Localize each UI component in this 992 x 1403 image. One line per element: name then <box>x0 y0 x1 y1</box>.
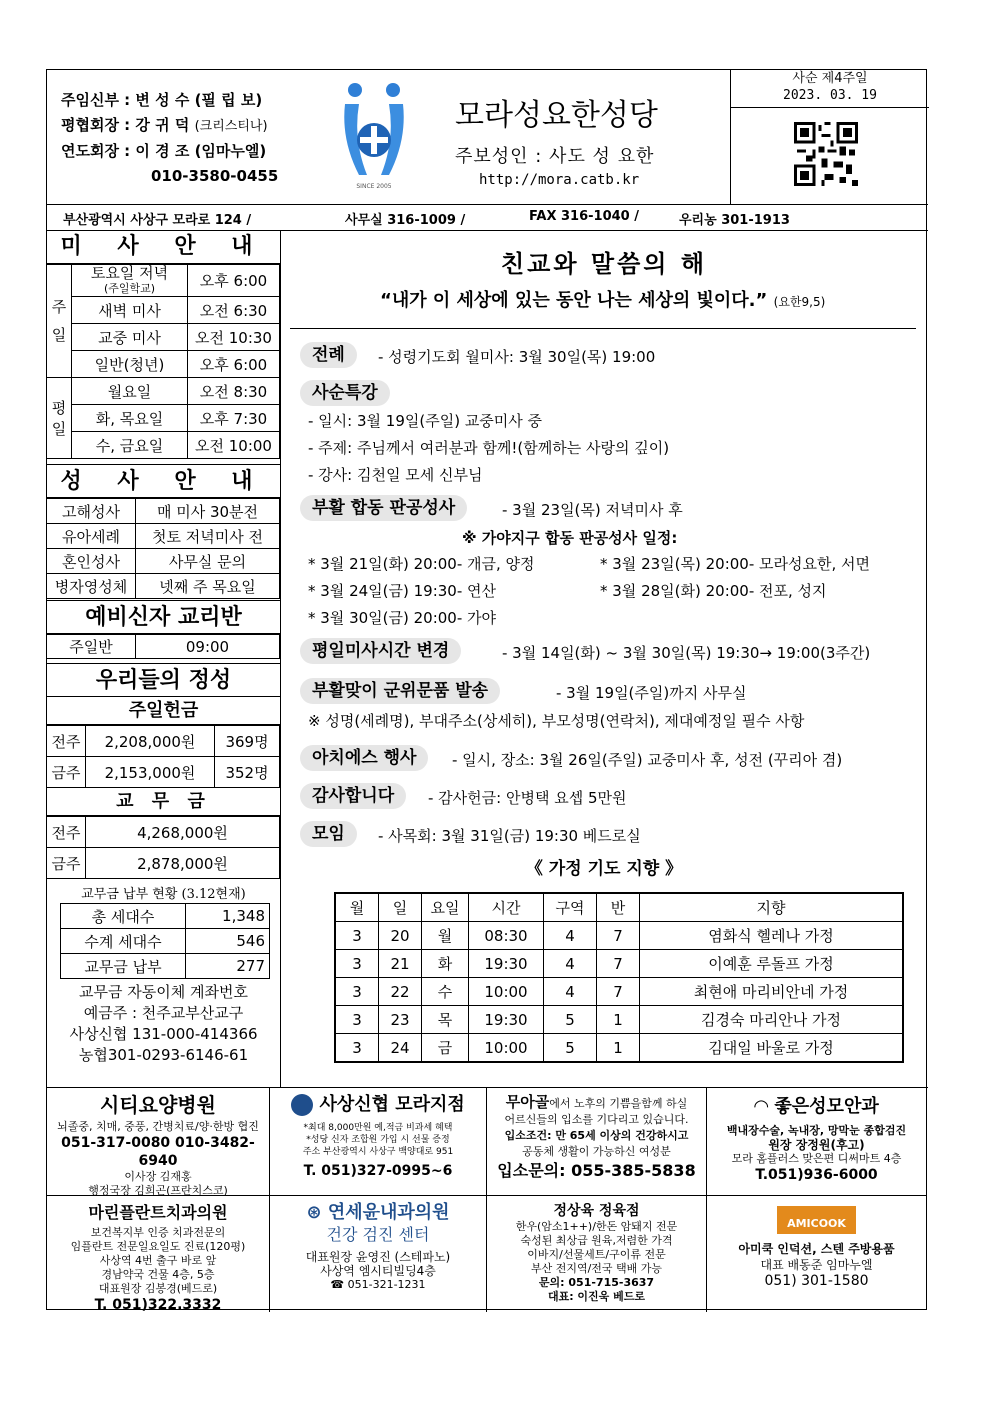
sacrament-title: 성 사 안 내 <box>47 464 280 498</box>
account-number: 사상신협 131-000-414366 <box>69 1025 258 1043</box>
left-column <box>47 230 281 1087</box>
table-row: 3 24 금 10:00 5 1 김대일 바울로 가정 <box>335 1034 903 1063</box>
liturgy-text: - 성령기도회 월미사: 3월 30일(목) 19:00 <box>378 348 656 366</box>
ad-amicook: AMICOOK 아미쿡 인덕션, 스텐 주방용품 대표 배동준 임마누엘 051) 301-1580 <box>707 1196 926 1312</box>
ad-eye-clinic: ◠ 좋은성모안과 백내장수술, 녹내장, 망막눈 종합검진 원장 장정원(후고) 모라 홈플러스 맞은편 디써마트 4층 T.051)936-6000 <box>707 1088 926 1196</box>
meeting-label: 모임 <box>300 821 357 847</box>
amicook-logo: AMICOOK <box>777 1206 856 1234</box>
thanks-text: - 감사헌금: 안병택 요셉 5만원 <box>428 789 627 807</box>
penance-schedule: * 3월 21일(화) 20:00- 개금, 양정 <box>308 555 535 573</box>
year-title: 친교와 말씀의 해 <box>501 250 707 278</box>
prayer-table <box>334 892 904 1063</box>
clergy-row: 주임신부 : 변 성 수 (필 립 보) <box>61 91 263 109</box>
gospel-quote: “내가 이 세상에 있는 동안 나는 세상의 빛이다.” (요한9,5) <box>380 290 826 311</box>
prayer-header-row: 월 일 요일 시간 구역 반 지향 <box>335 893 903 922</box>
military-label: 부활맞이 군위문품 발송 <box>300 678 500 704</box>
ad-internal-clinic: ⊛ 연세윤내과의원 건강 검진 센터 대표원장 윤영진 (스테파노) 사상역 엠시티빌딩4층 ☎ 051-321-1231 <box>270 1196 487 1312</box>
sacrament-table: 고해성사 매 미사 30분전 유아세례 첫토 저녁미사 전 혼인성사 사무실 문의 병자영성체 넷째 주 목요일 <box>46 498 280 599</box>
mass-time: 오전 10:30 <box>188 324 280 351</box>
eye-icon: ◠ <box>754 1096 769 1117</box>
ad-city-hospital: 시티요양병원 뇌졸중, 치매, 중풍, 간병치료/양·한방 협진 051-317-0080 010-3482-6940 이사장 김재홍 행정국장 김희곤(프란치스코) <box>47 1088 270 1196</box>
prayer-title: 《 가정 기도 지향 》 <box>525 859 683 879</box>
fax: FAX 316-1040 / <box>529 209 639 224</box>
sunday-offering-title: 주일헌금 <box>47 697 280 725</box>
phone-icon: ☎ <box>330 1278 345 1291</box>
mass-name: 일반(청년) <box>72 351 188 378</box>
penance-schedule: * 3월 30일(금) 20:00- 가야 <box>308 609 496 627</box>
office-phone: 사무실 316-1009 / <box>345 213 466 228</box>
lecture-line: - 일시: 3월 19일(주일) 교중미사 중 <box>308 412 543 430</box>
lecture-label: 사순특강 <box>300 380 390 406</box>
mass-name: 수, 금요일 <box>72 432 188 459</box>
mass-name: 월요일 <box>72 378 188 405</box>
mass-time: 오전 8:30 <box>188 378 280 405</box>
table-row: 3 20 월 08:30 4 7 염화식 헬레나 가정 <box>335 922 903 950</box>
clergy-phone: 010-3580-0455 <box>151 167 279 185</box>
mass-time: 오전 10:00 <box>188 432 280 459</box>
account-number: 농협301-0293-6146-61 <box>78 1046 249 1064</box>
weekday-change-label: 평일미사시간 변경 <box>300 638 461 664</box>
address-bar <box>47 204 928 231</box>
bulletin-page <box>46 69 927 1313</box>
penance-schedule: * 3월 23일(목) 20:00- 모라성요한, 서면 <box>600 555 870 573</box>
mass-time: 오후 7:30 <box>188 405 280 432</box>
mass-time: 오후 6:00 <box>188 351 280 378</box>
lecture-line: - 주제: 주님께서 여러분과 함께!(함께하는 사랑의 깊이) <box>308 439 670 457</box>
logo-since: SINCE 2005 <box>356 183 392 190</box>
credit-union-icon <box>291 1094 313 1116</box>
issue-date: 2023. 03. 19 <box>783 88 877 103</box>
offering-title: 우리들의 정성 <box>47 663 280 697</box>
ad-sasang-credit: 사상신협 모라지점 *최대 8,000만원 예,적금 비과세 혜택 *성당 신자 조합원 가입 시 선물 증정 주소 부산광역시 사상구 백양대로 951 T. 051)327-0995~6 <box>270 1088 487 1196</box>
due-status-table: 총 세대수 1,348 수계 세대수 546 교무금 납부 277 <box>60 903 270 979</box>
penance-label: 부활 합동 판공성사 <box>300 495 467 521</box>
ads-section <box>47 1087 928 1312</box>
penance-text: - 3월 23일(목) 저녁미사 후 <box>502 501 683 519</box>
penance-schedule: * 3월 28일(화) 20:00- 전포, 성지 <box>600 582 827 600</box>
sunday-offering-table: 전주 2,208,000원 369명 금주 2,153,000원 352명 <box>46 725 280 788</box>
military-note: ※ 성명(세례명), 부대주소(상세히), 부모성명(연락처), 제대예정일 필수 사항 <box>308 712 805 730</box>
due-title: 교 무 금 <box>47 788 280 816</box>
ad-nursing-home: 무아골에서 노후의 기쁨을함께 하실 어르신들의 입소를 기다리고 있습니다. 입소조건: 만 65세 이상의 건강하시고 공동체 생활이 가능하신 여성분 입소문의: 055-385-5838 <box>487 1088 707 1196</box>
qr-code-icon[interactable] <box>794 122 858 186</box>
clergy-list <box>61 88 278 189</box>
mass-time: 오후 6:00 <box>188 265 280 297</box>
address: 부산광역시 사상구 모라로 124 / <box>63 213 252 228</box>
thanks-label: 감사합니다 <box>300 783 406 809</box>
qr-area <box>730 107 929 204</box>
table-row: 3 22 수 10:00 4 7 최현애 마리비안네 가정 <box>335 978 903 1006</box>
due-status-title: 교무금 납부 현황 (3.12현재) <box>81 887 246 902</box>
auto-transfer-title: 교무금 자동이체 계좌번호 <box>79 983 248 1001</box>
mass-name: 새벽 미사 <box>72 297 188 324</box>
mass-name: 교중 미사 <box>72 324 188 351</box>
issue-box <box>730 70 929 108</box>
lecture-line: - 강사: 김천일 모세 신부님 <box>308 466 483 484</box>
church-name: 모라성요한성당 <box>455 98 658 133</box>
zip-code: 우리농 301-1913 <box>679 213 790 228</box>
clinic-icon: ⊛ <box>306 1202 322 1223</box>
ad-dental: 마린플란트치과의원 보건복지부 인증 치과전문의 임플란트 전문일요일도 진료(120평) 사상역 4번 출구 바로 앞 경남약국 건물 4층, 5층 대표원장 김봉경(베드로) T. 051)322.3332 <box>47 1196 270 1312</box>
mass-title: 미 사 안 내 <box>47 230 280 264</box>
penance-sub: ※ 가야지구 합동 판공성사 일정: <box>462 529 678 547</box>
table-row: 3 21 화 19:30 4 7 이예훈 루돌프 가정 <box>335 950 903 978</box>
header <box>47 70 928 205</box>
acies-label: 아치에스 행사 <box>300 745 428 771</box>
catechumen-table: 주일반 09:00 <box>46 634 280 659</box>
divider <box>290 328 916 329</box>
penance-schedule: * 3월 24일(금) 19:30- 연산 <box>308 582 496 600</box>
liturgy-label: 전례 <box>300 342 357 368</box>
clergy-row: 연도회장 : 이 경 조 (임마누엘) <box>61 142 267 160</box>
mass-name: 토요일 저녁 (주일학교) <box>72 265 188 297</box>
ad-butcher: 정상육 정육점 한우(암소1++)/한돈 암돼지 전문 숙성된 최상급 원육,저렴한 가격 이바지/선물세트/구이류 전문 부산 전지역/전국 택배 가능 문의: 051-715-3637 대표: 이진욱 베드로 <box>487 1196 707 1312</box>
military-text: - 3월 19일(주일)까지 사무실 <box>556 684 747 702</box>
clergy-row: 평협회장 : 강 귀 덕 (크리스티나) <box>61 116 268 134</box>
accounts <box>47 1003 280 1066</box>
patron-saint: 주보성인 : 사도 성 요한 <box>455 146 655 167</box>
catechumen-title: 예비신자 교리반 <box>47 600 280 634</box>
acies-text: - 일시, 장소: 3월 26일(주일) 교중미사 후, 성전 (꾸리아 겸) <box>452 751 843 769</box>
due-table: 전주 4,268,000원 금주 2,878,000원 <box>46 816 280 879</box>
mass-name: 화, 목요일 <box>72 405 188 432</box>
mass-time: 오전 6:30 <box>188 297 280 324</box>
account-holder: 예금주 : 천주교부산교구 <box>83 1004 244 1022</box>
meeting-text: - 사목회: 3월 31일(금) 19:30 베드로실 <box>378 827 641 845</box>
mass-table <box>46 264 280 459</box>
main-content <box>280 230 928 1087</box>
church-url[interactable]: http://mora.catb.kr <box>479 172 640 188</box>
weekday-change-text: - 3월 14일(화) ~ 3월 30일(목) 19:30→ 19:00(3주간) <box>502 644 871 662</box>
sunday-label: 주일 <box>47 265 72 378</box>
table-row: 3 23 목 19:30 5 1 김경숙 마리안나 가정 <box>335 1006 903 1034</box>
weekday-label: 평일 <box>47 378 72 459</box>
issue-week: 사순 제4주일 <box>792 71 868 86</box>
church-logo <box>339 80 409 192</box>
